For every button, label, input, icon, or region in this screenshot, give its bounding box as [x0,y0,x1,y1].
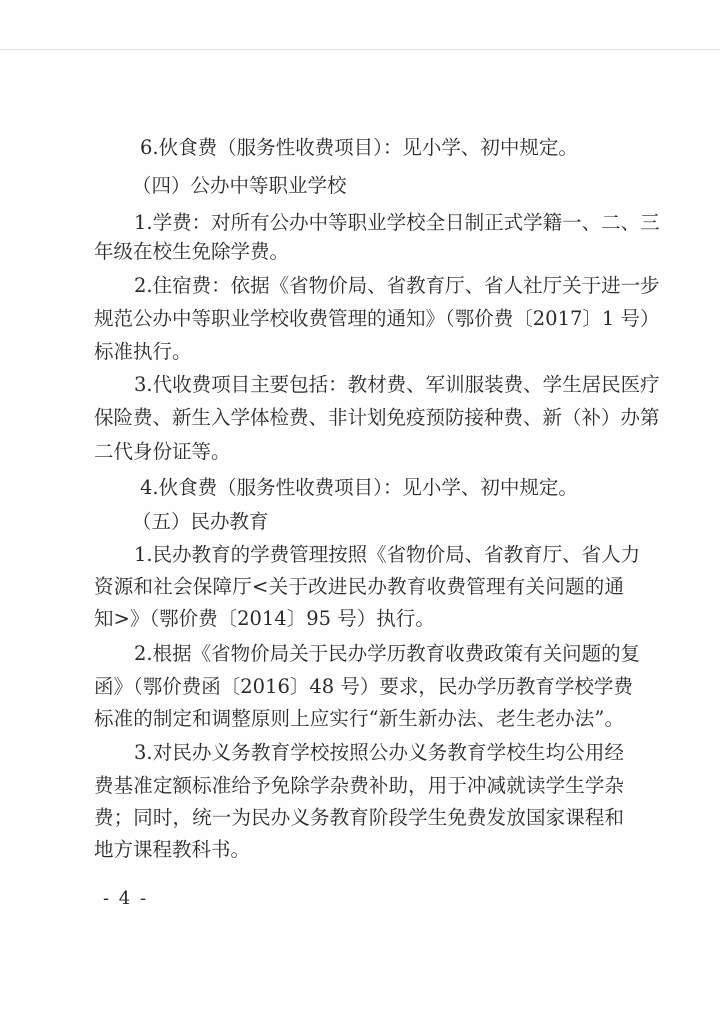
text-line: 资源和社会保障厅<关于改进民办教育收费管理有关问题的通 [94,575,624,598]
text-line: 保险费、新生入学体检费、非计划免疫预防接种费、新（补）办第 [94,406,660,429]
page-number: - 4 - [103,888,149,909]
text-line: 4.伙食费（服务性收费项目）：见小学、初中规定。 [140,476,578,499]
section-heading: （五）民办教育 [132,510,269,533]
page-top-rule [0,49,720,50]
text-line: 标准的制定和调整原则上应实行“新生新办法、老生老办法”。 [94,707,624,730]
text-line: 费；同时，统一为民办义务教育阶段学生免费发放国家课程和 [94,806,624,829]
text-line: 年级在校生免除学费。 [94,240,290,263]
text-line: 3.代收费项目主要包括：教材费、军训服装费、学生居民医疗 [134,373,660,396]
text-line: 1.民办教育的学费管理按照《省物价局、省教育厅、省人力 [134,543,641,566]
text-line: 费基准定额标准给予免除学杂费补助，用于冲减就读学生学杂 [94,774,624,797]
text-line: 函》（鄂价费函〔2016〕48 号）要求，民办学历教育学校学费 [94,675,633,698]
text-line: 6.伙食费（服务性收费项目）：见小学、初中规定。 [140,136,578,159]
text-line: 1.学费：对所有公办中等职业学校全日制正式学籍一、二、三 [134,211,660,234]
text-line: 二代身份证等。 [94,440,231,463]
text-line: 标准执行。 [94,340,192,363]
text-line: 2.住宿费：依据《省物价局、省教育厅、省人社厅关于进一步 [134,274,660,297]
text-line: 3.对民办义务教育学校按照公办义务教育学校生均公用经 [134,741,624,764]
text-line: 知>》（鄂价费〔2014〕95 号）执行。 [94,607,435,630]
text-line: 地方课程教科书。 [94,838,251,861]
section-heading: （四）公办中等职业学校 [132,174,347,197]
text-line: 规范公办中等职业学校收费管理的通知》（鄂价费〔2017〕1 号） [94,307,660,330]
text-line: 2.根据《省物价局关于民办学历教育收费政策有关问题的复 [134,642,641,665]
